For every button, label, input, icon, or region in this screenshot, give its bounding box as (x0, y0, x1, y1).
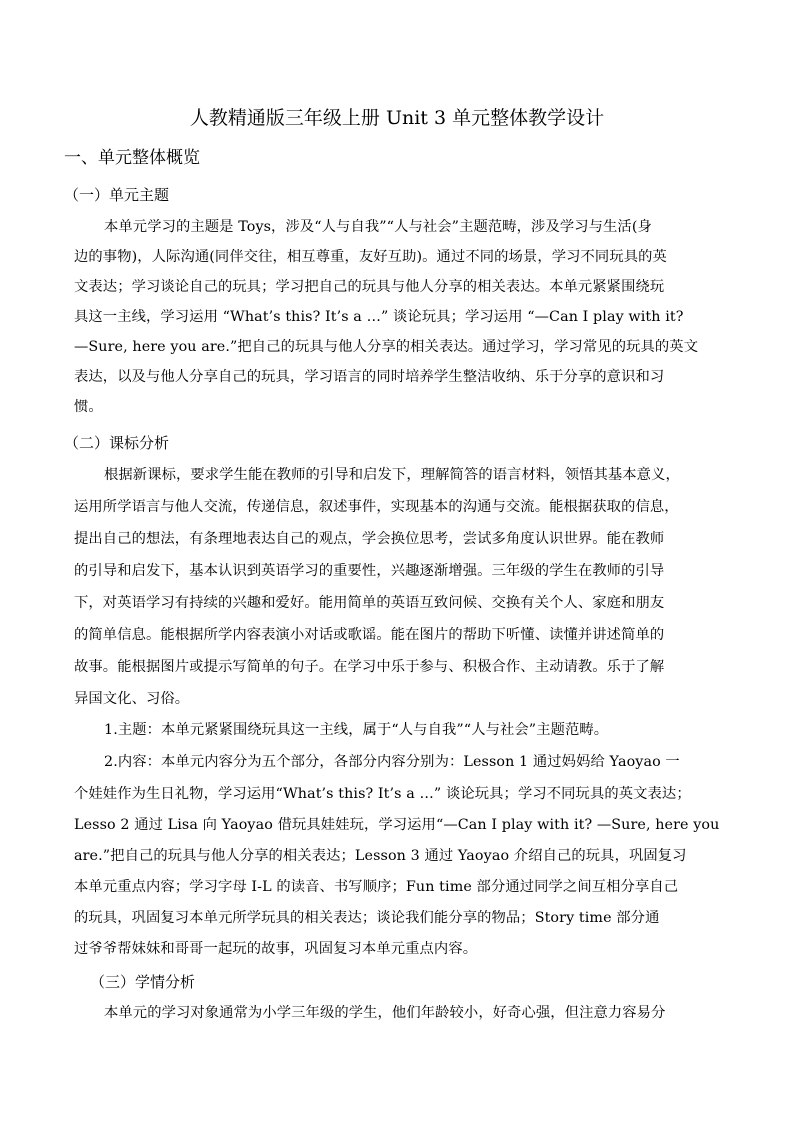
subheading-unit-theme: （一）单元主题 (64, 186, 170, 204)
point-theme: 1.主题：本单元紧紧围绕玩具这一主线，属于“人与自我”“人与社会”主题范畴。 (104, 722, 609, 738)
paragraph-line: are.”把自己的玩具与他人分享的相关表达；Lesson 3 通过 Yaoyao 介绍自己的玩具，巩固复习 (74, 848, 687, 864)
subheading-curriculum-analysis: （二）课标分析 (64, 434, 170, 452)
paragraph-line: 故事。能根据图片或提示写简单的句子。在学习中乐于参与、积极合作、主动请教。乐于了解 (74, 659, 665, 675)
paragraph-line: 2.内容：本单元内容分为五个部分，各部分内容分别为：Lesson 1 通过妈妈给 Yaoyao 一 (104, 754, 680, 770)
paragraph-line: 本单元的学习对象通常为小学三年级的学生，他们年龄较小，好奇心强，但注意力容易分 (104, 1005, 666, 1021)
document-title: 人教精通版三年级上册 Unit 3 单元整体教学设计 (189, 107, 605, 129)
paragraph-line: 提出自己的想法，有条理地表达自己的观点，学会换位思考，尝试多角度认识世界。能在教师 (74, 531, 665, 547)
paragraph-line: 的简单信息。能根据所学内容表演小对话或歌谣。能在图片的帮助下听懂、读懂并讲述简单的 (74, 627, 665, 643)
paragraph-line: 运用所学语言与他人交流，传递信息，叙述事件，实现基本的沟通与交流。能根据获取的信息， (74, 499, 679, 515)
paragraph-line: 下，对英语学习有持续的兴趣和爱好。能用简单的英语互致问候、交换有关个人、家庭和朋友 (74, 595, 665, 611)
paragraph-line: 边的事物)，人际沟通(同伴交往，相互尊重，友好互助)。通过不同的场景，学习不同玩具的英 (74, 249, 667, 265)
section-heading-overview: 一、单元整体概览 (64, 148, 200, 168)
paragraph-line: 本单元学习的主题是 Toys，涉及“人与自我”“人与社会”主题范畴，涉及学习与生活(身 (104, 219, 652, 235)
paragraph-line: 根据新课标，要求学生能在教师的引导和启发下，理解简答的语言材料，领悟其基本意义， (104, 467, 680, 483)
paragraph-line: 表达，以及与他人分享自己的玩具，学习语言的同时培养学生整洁收纳、乐于分享的意识和习 (74, 369, 665, 385)
paragraph-line: Lesso 2 通过 Lisa 向 Yaoyao 借玩具娃娃玩，学习运用“—Can I play with it? —Sure, here you (74, 817, 720, 833)
paragraph-line: 异国文化、习俗。 (74, 691, 190, 707)
paragraph-line: 的玩具，巩固复习本单元所学玩具的相关表达；谈论我们能分享的物品；Story time 部分通 (74, 910, 660, 926)
paragraph-line: 惯。 (74, 399, 103, 415)
paragraph-line: 文表达；学习谈论自己的玩具；学习把自己的玩具与他人分享的相关表达。本单元紧紧围绕玩 (74, 279, 665, 295)
paragraph-line: 本单元重点内容；学习字母 I-L 的读音、书写顺序；Fun time 部分通过同学之间互相分享自己 (74, 879, 679, 895)
paragraph-line: —Sure, here you are.”把自己的玩具与他人分享的相关表达。通过学习，学习常见的玩具的英文 (74, 339, 699, 355)
paragraph-line: 具这一主线，学习运用 “What’s this? It’s a …” 谈论玩具；学习运用 “—Can I play with it? (74, 309, 684, 325)
subheading-learner-analysis: （三）学情分析 (90, 973, 196, 991)
paragraph-line: 个娃娃作为生日礼物，学习运用“What’s this? It’s a …” 谈论玩具；学习不同玩具的英文表达； (74, 786, 691, 802)
paragraph-line: 过爷爷帮妹妹和哥哥一起玩的故事，巩固复习本单元重点内容。 (74, 941, 478, 957)
paragraph-line: 的引导和启发下，基本认识到英语学习的重要性，兴趣逐渐增强。三年级的学生在教师的引导 (74, 563, 665, 579)
